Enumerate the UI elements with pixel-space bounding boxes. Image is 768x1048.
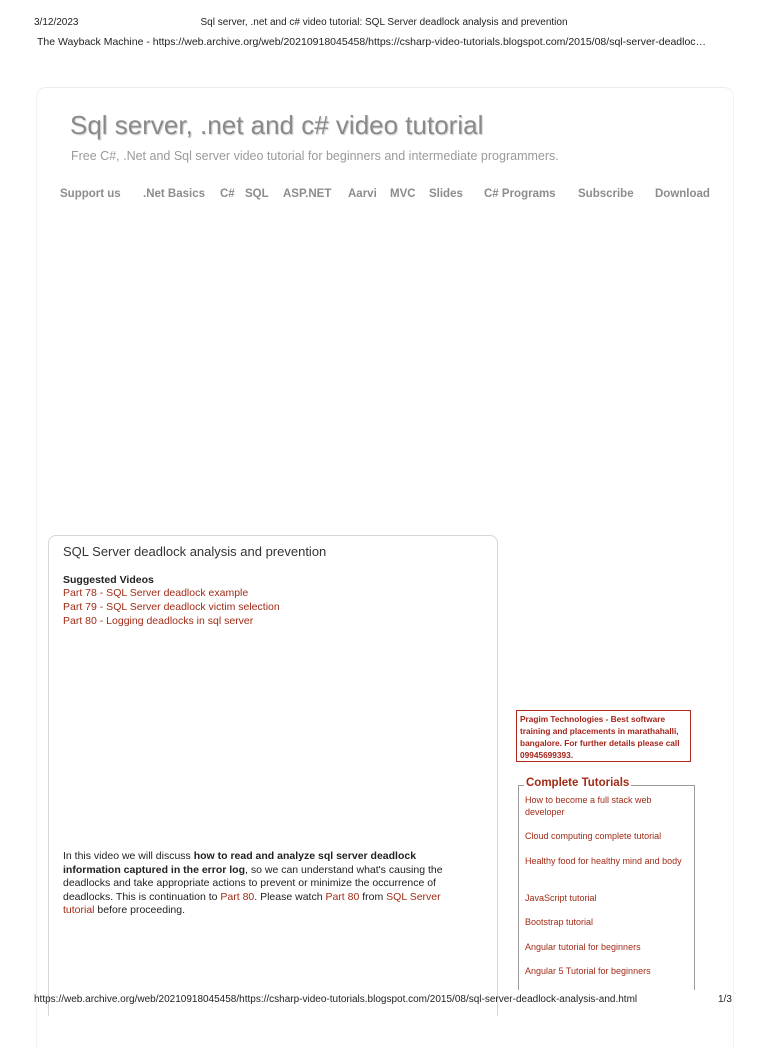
nav-support-us[interactable]: Support us	[60, 188, 121, 200]
print-page-title: Sql server, .net and c# video tutorial: SQL Server deadlock analysis and prevention	[200, 17, 568, 28]
nav-aarvi[interactable]: Aarvi	[348, 188, 377, 200]
blog-title[interactable]: Sql server, .net and c# video tutorial	[70, 110, 484, 140]
intro-text: before proceeding.	[94, 904, 185, 916]
intro-emphasis: how to read and analyze sql server deadlock information captured in the error log	[63, 850, 417, 876]
suggested-video-link[interactable]: Part 78 - SQL Server deadlock example	[63, 587, 249, 599]
nav-csharp-programs[interactable]: C# Programs	[484, 188, 556, 200]
tutorial-link[interactable]: JavaScript tutorial	[525, 893, 597, 903]
tutorial-link[interactable]: Bootstrap tutorial	[525, 917, 594, 927]
nav-subscribe[interactable]: Subscribe	[578, 188, 634, 200]
nav-net-basics[interactable]: .Net Basics	[143, 188, 206, 200]
suggested-video-link[interactable]: Part 79 - SQL Server deadlock victim selection	[63, 601, 280, 613]
post-intro-paragraph	[63, 850, 463, 918]
tutorial-link[interactable]: Cloud computing complete tutorial	[525, 831, 662, 841]
tutorial-link[interactable]: Angular tutorial for beginners	[525, 942, 641, 952]
nav-download[interactable]: Download	[655, 188, 710, 200]
wayback-machine-banner: The Wayback Machine - https://web.archive.org/web/20210918045458/https://csharp-video-tutorials.blogspot.com/2015/08/sql-server-deadloc…	[37, 36, 707, 48]
intro-text: from	[359, 890, 387, 903]
part-80-link[interactable]: Part 80	[325, 890, 360, 903]
intro-text: . Please watch	[254, 890, 326, 903]
nav-csharp[interactable]: C#	[220, 188, 235, 200]
suggested-video-link[interactable]: Part 80 - Logging deadlocks in sql server	[63, 615, 254, 627]
nav-aspnet[interactable]: ASP.NET	[283, 188, 332, 200]
print-page-number: 1/3	[718, 994, 732, 1005]
blog-description: Free C#, .Net and Sql server video tutorial for beginners and intermediate programmers.	[71, 149, 559, 163]
pragim-promo-link[interactable]: Pragim Technologies - Best software training and placements in marathahalli, bangalore. For further details please call 09945699393.	[516, 710, 691, 762]
suggested-videos-heading: Suggested Videos	[63, 574, 154, 586]
tutorial-link[interactable]: Healthy food for healthy mind and body	[525, 856, 682, 866]
sql-server-tutorial-link[interactable]: SQL Server tutorial	[63, 890, 441, 916]
nav-mvc[interactable]: MVC	[390, 188, 416, 200]
main-navigation	[0, 188, 768, 204]
tutorial-link[interactable]: Angular 5 Tutorial for beginners	[525, 966, 651, 976]
intro-text: In this video we will discuss	[63, 850, 194, 862]
complete-tutorials-heading: Complete Tutorials	[526, 777, 630, 789]
nav-slides[interactable]: Slides	[429, 188, 463, 200]
print-date: 3/12/2023	[34, 17, 79, 28]
part-80-link[interactable]: Part 80	[220, 890, 255, 903]
tutorial-link[interactable]: How to become a full stack web developer	[525, 795, 652, 817]
nav-sql[interactable]: SQL	[245, 188, 269, 200]
print-footer-url: https://web.archive.org/web/20210918045458/https://csharp-video-tutorials.blogspot.com/2015/08/sql-server-deadlock-analysis-and.html	[34, 994, 638, 1005]
intro-text: , so we can understand what's causing the deadlocks and take appropriate actions to prevent or minimize the occurrence of deadlocks. This is continuation to	[63, 863, 443, 903]
post-title: SQL Server deadlock analysis and prevention	[63, 544, 327, 559]
